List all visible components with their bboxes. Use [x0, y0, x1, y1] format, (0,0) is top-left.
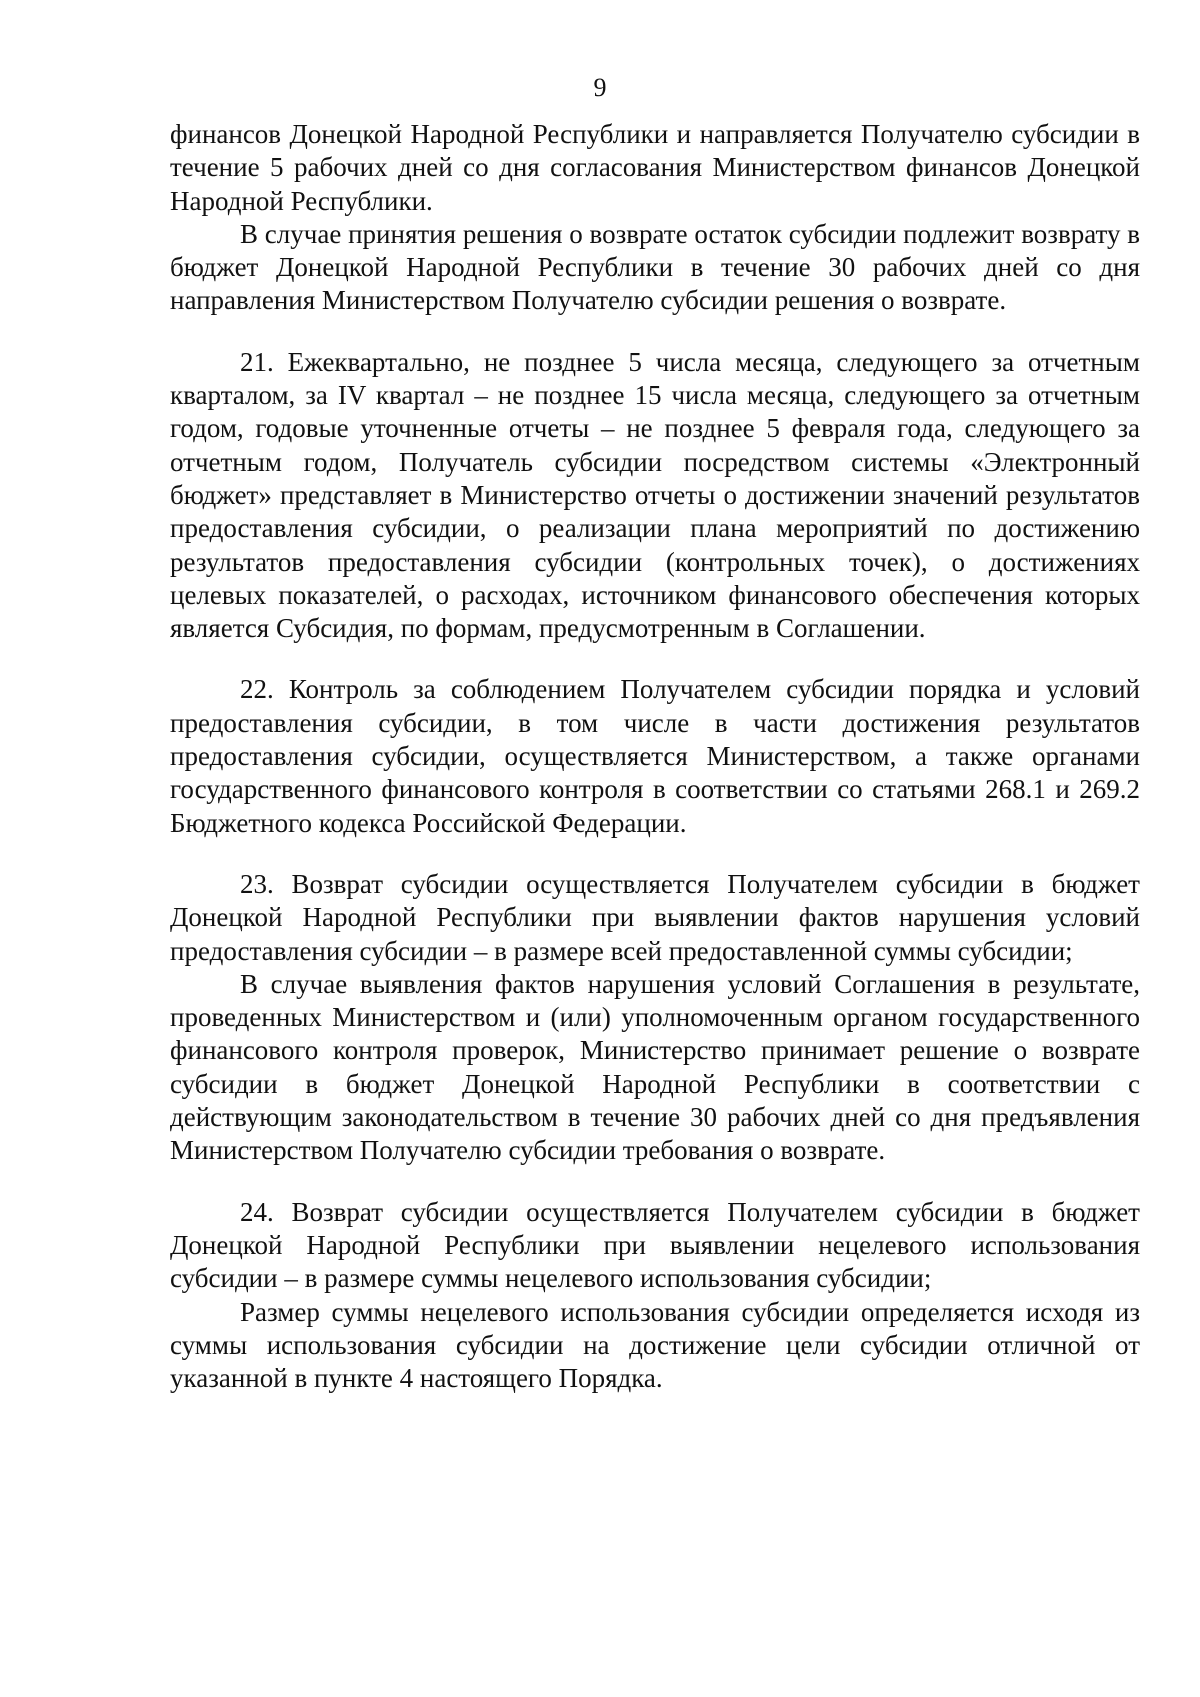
- page-number: 9: [593, 73, 607, 102]
- paragraph-23-refund: 23. Возврат субсидии осуществляется Получателем субсидии в бюджет Донецкой Народной Республики при выявлении фактов нарушения условий предоставления субсидии – в размере всей предоставленной суммы субсидии;: [170, 868, 1140, 966]
- document-body: [170, 118, 1140, 1395]
- paragraph-24-misuse-refund: 24. Возврат субсидии осуществляется Получателем субсидии в бюджет Донецкой Народной Республики при выявлении нецелевого использования субсидии – в размере суммы нецелевого использования субсидии;: [170, 1196, 1140, 1294]
- paragraph-22-control: 22. Контроль за соблюдением Получателем субсидии порядка и условий предоставления субсидии, в том числе в части достижения результатов предоставления субсидии, осуществляется Министерством, а также органами государственного финансового контроля в соответствии со статьями 268.1 и 269.2 Бюджетного кодекса Российской Федерации.: [170, 674, 1140, 838]
- paragraph-continuation: финансов Донецкой Народной Республики и направляется Получателю субсидии в течение 5 рабочих дней со дня согласования Министерством финансов Донецкой Народной Республики.: [170, 119, 1140, 216]
- paragraph-24-misuse-amount: Размер суммы нецелевого использования субсидии определяется исходя из суммы использования субсидии на достижение цели субсидии отличной от указанной в пункте 4 настоящего Порядка.: [170, 1296, 1140, 1394]
- paragraph-refund-decision: В случае принятия решения о возврате остаток субсидии подлежит возврату в бюджет Донецкой Народной Республики в течение 30 рабочих дней со дня направления Министерством Получателю субсидии решения о возврате.: [170, 218, 1140, 316]
- paragraph-23-violations: В случае выявления фактов нарушения условий Соглашения в результате, проведенных Министерством и (или) уполномоченным органом государственного финансового контроля проверок, Министерство принимает решение о возврате субсидии в бюджет Донецкой Народной Республики в соответствии с действующим законодательством в течение 30 рабочих дней со дня предъявления Министерством Получателю субсидии требования о возврате.: [170, 968, 1140, 1166]
- paragraph-21-reporting: 21. Ежеквартально, не позднее 5 числа месяца, следующего за отчетным кварталом, за IV квартал – не позднее 15 числа месяца, следующего за отчетным годом, годовые уточненные отчеты – не позднее 5 февраля года, следующего за отчетным годом, Получатель субсидии посредством системы «Электронный бюджет» представляет в Министерство отчеты о достижении значений результатов предоставления субсидии, о реализации плана мероприятий по достижению результатов предоставления субсидии (контрольных точек), о достижениях целевых показателей, о расходах, источником финансового обеспечения которых является Субсидия, по формам, предусмотренным в Соглашении.: [170, 346, 1140, 644]
